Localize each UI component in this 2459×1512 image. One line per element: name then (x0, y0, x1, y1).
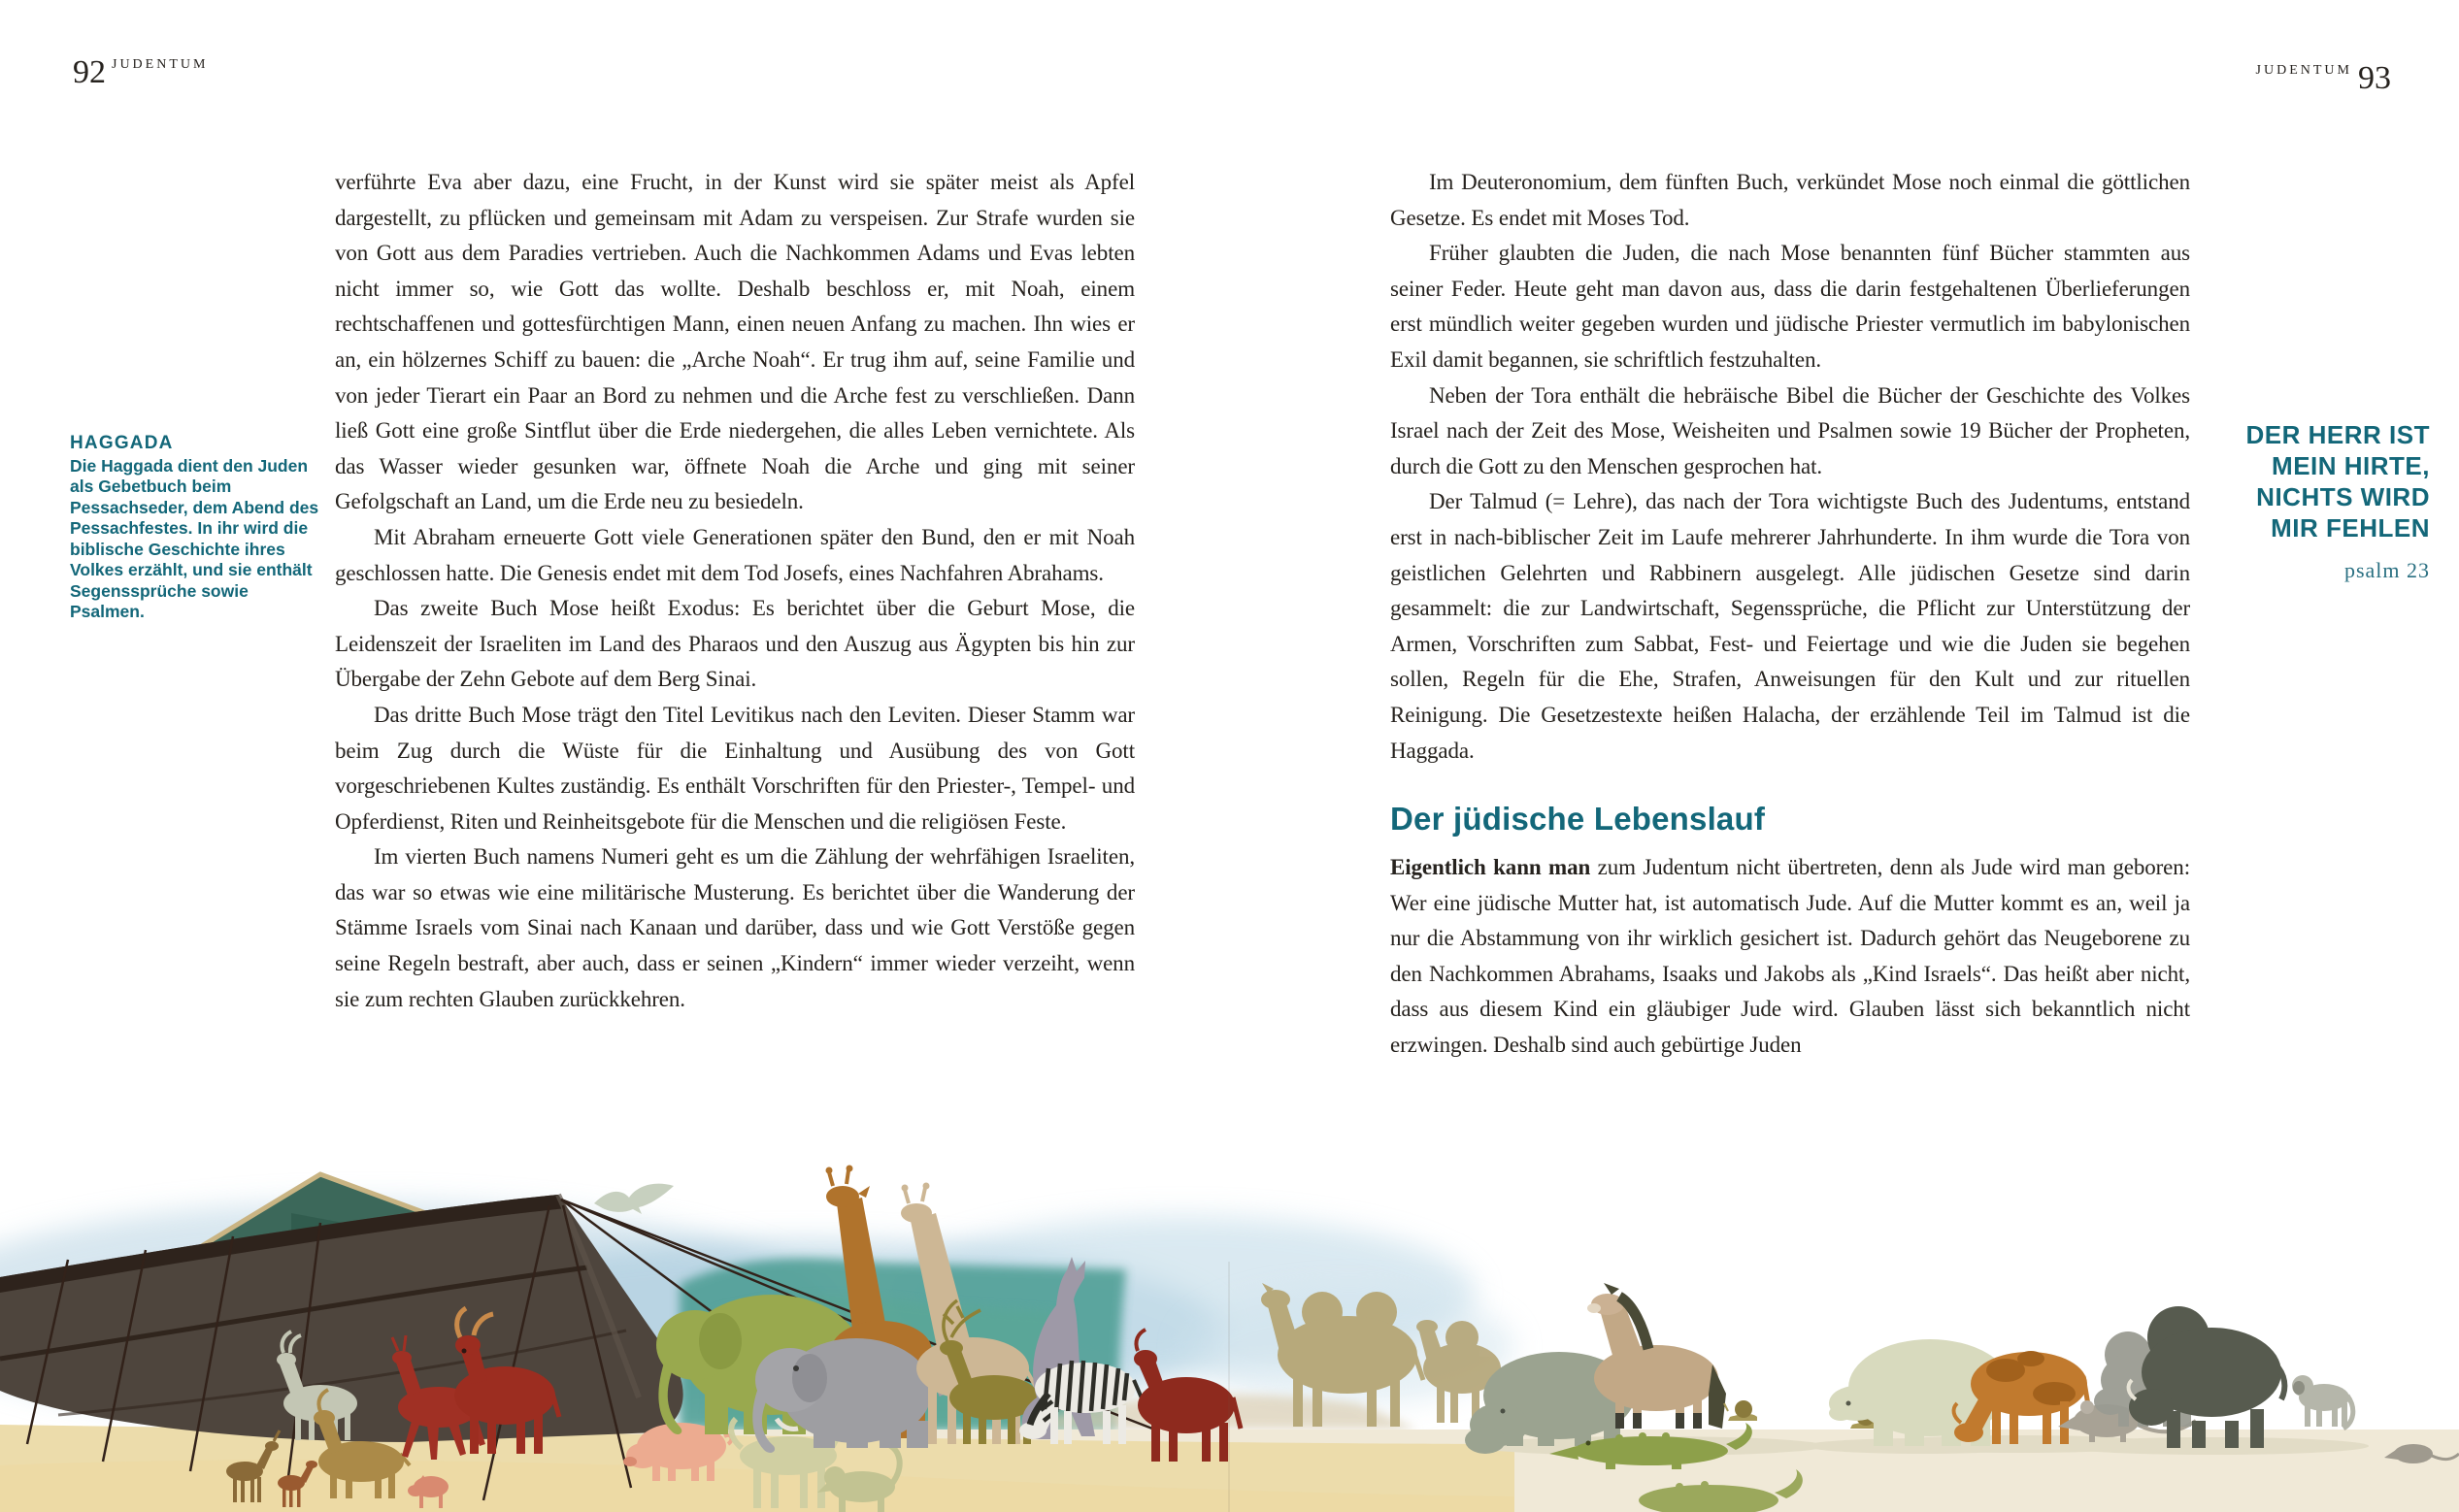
paragraph: Früher glaubten die Juden, die nach Mose benannten fünf Bücher stammten aus seiner Feder. Heute geht man davon aus, dass die darin festgehaltenen Überlieferungen erst mündlich weiter gegeben wurden und jüdische Priester vermutlich im babylonischen Exil damit begannen, sie schriftlich festzuhalten. (1390, 241, 2190, 372)
running-head-left (73, 56, 208, 89)
paragraph: Im vierten Buch namens Numeri geht es um die Zählung der wehrfähigen Israeliten, das war so etwas wie eine militärische Musterung. Es berichtet über die Wanderung der Stämme Israels vom Sinai nach Kanaan und darüber, dass und wie Gott Verstöße gegen seine Regeln bestraft, aber auch, dass er seinen „Kindern“ immer wieder verzeiht, wenn sie zum rechten Glauben zurückkehren. (335, 844, 1135, 1011)
page-number-right: 93 (2358, 60, 2391, 96)
monkey-silhouette (2292, 1375, 2353, 1429)
running-head-right (2256, 56, 2391, 95)
snail-icon (1724, 1400, 1757, 1421)
margin-note-haggada (70, 433, 322, 623)
paragraph: Das dritte Buch Mose trägt den Titel Levitikus nach den Leviten. Dieser Stamm war beim Zug durch die Wüste für die Einhaltung und Ausübung des von Gott vorgeschriebenen Kultes zuständig. Es enthält Vorschriften für den Priester-, Tempel- und Opferdienst, Riten und Reinheitsgebote für die Menschen und die religiösen Feste. (335, 702, 1135, 834)
paragraph: Neben der Tora enthält die hebräische Bibel die Bücher der Geschichte des Volkes Israel nach der Zeit des Mose, Weisheiten und Psalmen sowie 19 Bücher der Propheten, durch die Gott zu den Menschen gesprochen hat. (1390, 382, 2190, 478)
page-number-left: 92 (73, 54, 106, 90)
lead-rest: zum Judentum nicht übertreten, denn als Jude wird man geboren: Wer eine jüdische Mutter hat, ist automatisch Jude. Auf die Mutter kommt es an, weil ja nur die Abstammung von ihr wirklich gesichert ist. Dadurch gehört das Neugeborene zu den Nachkommen Abrahams, Isaaks und Jakobs als „Kind Israels“. Das heißt aber nicht, dass aus diesem Kind ein gläubiger Jude wird. Glauben lässt sich bekanntlich nicht erzwingen. Deshalb sind auch gebürtige Juden (1390, 855, 2190, 1058)
pull-quote-line: DER HERR IST (2245, 420, 2430, 449)
pull-quote-psalm (2197, 419, 2430, 586)
page-gutter (1228, 1262, 1230, 1512)
paragraph: Im Deuteronomium, dem fünften Buch, verkündet Mose noch einmal die göttlichen Gesetze. Es endet mit Moses Tod. (1390, 170, 2190, 230)
section-label-left: JUDENTUM (112, 57, 209, 72)
pull-quote-line: NICHTS WIRD (2256, 482, 2430, 511)
paragraph: Das zweite Buch Mose heißt Exodus: Es berichtet über die Geburt Mose, die Leidenszeit der Israeliten im Land des Pharaos und den Auszug aus Ägypten bis hin zur Übergabe der Zehn Gebote auf dem Berg Sinai. (335, 596, 1135, 692)
text-column-left (335, 165, 1135, 1017)
pull-quote-line: MEIN HIRTE, (2272, 451, 2430, 480)
pull-quote-line: MIR FEHLEN (2271, 513, 2430, 542)
paragraph: verführte Eva aber dazu, eine Frucht, in der Kunst wird sie später meist als Apfel dargestellt, zu pflücken und gemeinsam mit Adam zu verspeisen. Zur Strafe wurden sie von Gott aus dem Paradies vertrieben. Auch die Nachkommen Adams und Evas lebten nicht immer so, wie Gott das wollte. Deshalb beschloss er, mit Noah, einem rechtschaffenen und gottesfürchtigen Mann, einen neuen Anfang zu machen. Ihn wies er an, ein hölzernes Schiff zu bauen: die „Arche Noah“. Er trug ihm auf, seine Familie und von jeder Tierart ein Paar an Bord zu nehmen und die Arche fest zu verschließen. Dann ließ Gott eine große Sintflut über die Erde niedergehen, die alles Leben vernichtete. Als das Wasser wieder gesunken war, öffnete Noah die Arche und ging mit seiner Gefolgschaft an Land, um die Erde neu zu besiedeln. (335, 170, 1135, 514)
dark-bison-silhouette (2129, 1306, 2285, 1448)
section-heading: Der jüdische Lebenslauf (1390, 801, 1766, 838)
section-label-right: JUDENTUM (2255, 63, 2352, 78)
paragraph: Mit Abraham erneuerte Gott viele Generationen später den Bund, den er mit Noah geschlossen hatte. Die Genesis endet mit dem Tod Josefs, eines Nachfahren Abrahams. (335, 524, 1135, 585)
lead-paragraph (1390, 850, 2190, 1064)
margin-note-body: Die Haggada dient den Juden als Gebetbuch beim Pessachseder, dem Abend des Pessachfestes. In ihr wird die biblische Geschichte ihres Volkes erzählt, und sie enthält Segenssprüche sowie Psalmen. (70, 455, 319, 621)
pull-quote-attribution: psalm 23 (2343, 558, 2430, 582)
eagle-silhouette (594, 1184, 674, 1214)
paragraph: Der Talmud (= Lehre), das nach der Tora wichtigste Buch des Judentums, entstand erst in nach-biblischer Zeit im Laufe mehrerer Jahrhunderte. In ihm wurde die Tora von geistlichen Gelehrten und Rabbinern ausgelegt. Alle jüdischen Gesetze sind darin gesammelt: die zur Landwirtschaft, Segenssprüche, die Pflicht zur Unterstützung der Armen, Vorschriften zum Sabbat, Fest- und Feiertage und wie die Juden sie begehen sollen, Regeln für die Ehe, Strafen, Anweisungen für den Kult und zur rituellen Reinigung. Die Gesetzestexte heißen Halacha, der erzählende Teil im Talmud ist die Haggada. (1390, 489, 2190, 763)
margin-note-title: HAGGADA (70, 433, 174, 453)
text-column-right (1390, 165, 2190, 1064)
lead-bold: Eigentlich kann man (1390, 855, 1591, 880)
